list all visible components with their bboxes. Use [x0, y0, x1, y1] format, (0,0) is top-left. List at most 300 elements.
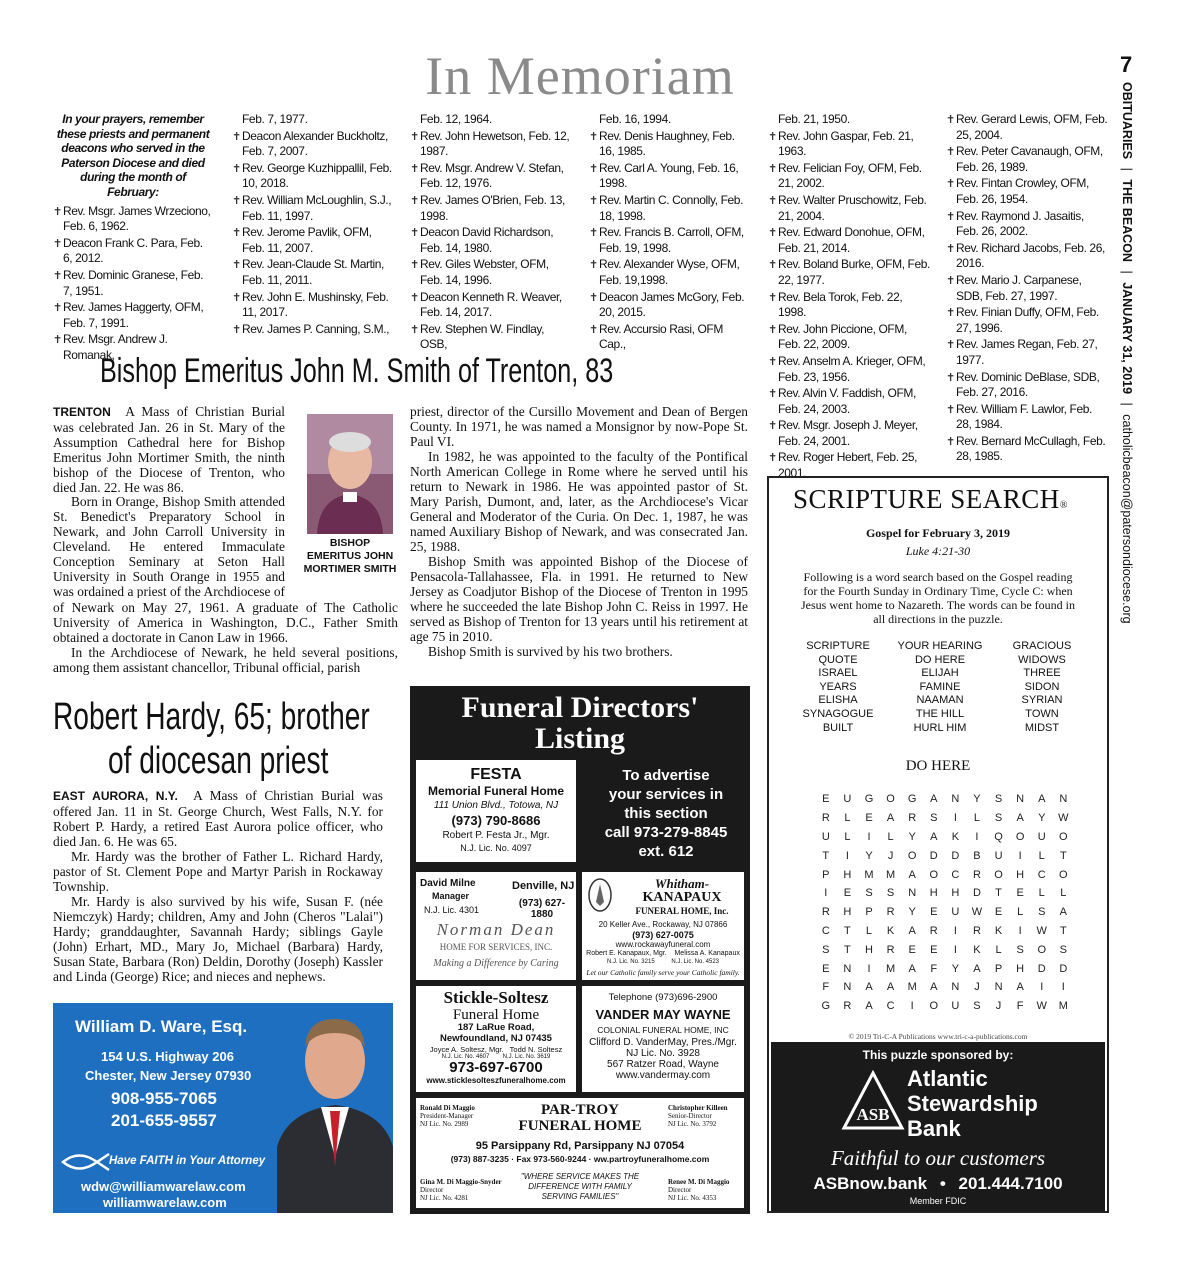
search-word: HURL HIM [913, 721, 967, 734]
cross-icon: ✝ [946, 210, 955, 223]
stickle-soltesz-ad[interactable] [416, 986, 576, 1092]
scripture-search-puzzle [767, 476, 1109, 1213]
director-role: President-Manager [420, 1112, 474, 1120]
advertise-line: your services in [608, 786, 724, 803]
memoriam-entry [946, 209, 1108, 239]
cross-icon: ✝ [768, 162, 777, 175]
memoriam-entry-text: Rev. Denis Haughney, Feb. 16, 1985. [599, 128, 735, 159]
grid-cell: B [973, 849, 981, 862]
grid-cell: U [994, 849, 1003, 862]
partroy-director-3 [420, 1178, 502, 1202]
grid-cell: S [822, 943, 830, 956]
memoriam-entry [232, 161, 394, 191]
grid-cell: L [1038, 849, 1045, 862]
grid-cell: R [972, 868, 981, 881]
grid-cell: O [1015, 830, 1025, 843]
contact-email: catholicbeacon@patersondiocese.org [1120, 414, 1134, 624]
gospel-reference: Luke 4:21-30 [905, 544, 971, 558]
search-word: FAMINE [919, 680, 961, 693]
grid-cell: D [1037, 962, 1046, 975]
memoriam-entry [410, 161, 572, 191]
grid-cell: D [1059, 962, 1068, 975]
grid-cell: M [1058, 1000, 1068, 1013]
memoriam-entry [946, 337, 1108, 367]
grid-cell: A [908, 924, 916, 937]
grid-row [815, 959, 1074, 978]
kanapaux-subtitle: FUNERAL HOME, Inc. [635, 906, 729, 916]
norman-dean-ad[interactable] [416, 872, 576, 980]
memoriam-entry [410, 257, 572, 287]
memoriam-entry-text: Rev. Fintan Crowley, OFM, Feb. 26, 1954. [956, 176, 1089, 206]
grid-cell: R [929, 924, 938, 937]
grid-row [815, 940, 1074, 959]
bank-name [907, 1066, 1038, 1141]
grid-cell: G [864, 793, 874, 806]
cross-icon: ✝ [768, 130, 777, 143]
grid-cell: N [951, 793, 960, 806]
page-number: 7 [1120, 52, 1133, 77]
search-word: ISRAEL [818, 667, 858, 680]
ad-website[interactable]: williamwarelaw.com [103, 1195, 227, 1210]
hardy-para: Mr. Hardy was the brother of Father L. Richard Hardy, pastor of St. Clement Pope and Martyr Parish in Rockaway Township. [53, 849, 383, 894]
director-name: Renee M. Di Maggio [668, 1178, 730, 1186]
memoriam-entry [946, 176, 1108, 206]
bank-tagline: Faithful to our customers [830, 1146, 1046, 1170]
grid-cell: A [930, 830, 938, 843]
kanapaux-people: Robert E. Kanapaux, Mgr. Melissa A. Kanapaux [586, 950, 740, 957]
search-word: SYRIAN [1021, 694, 1063, 707]
listing-title-line2: Listing [534, 722, 626, 755]
kanapaux-address: 20 Keller Ave., Rockaway, NJ 07866 [598, 920, 728, 929]
memoriam-entry [589, 193, 751, 223]
partroy-name-line1: PAR-TROY [540, 1102, 620, 1118]
memoriam-entry [768, 112, 930, 127]
memoriam-entry-text: Rev. John E. Mushinsky, Feb. 11, 2017. [242, 289, 389, 320]
grid-cell: L [887, 830, 894, 843]
grid-cell: D [929, 849, 938, 862]
grid-cell: S [994, 812, 1003, 825]
search-word: TOWN [1025, 707, 1059, 720]
advertise-phone[interactable]: call 973-279-8845 [604, 824, 728, 841]
advertise-notice[interactable] [586, 766, 746, 861]
grid-cell: C [821, 924, 830, 937]
grid-cell: I [1018, 924, 1022, 937]
separator-dot: • [939, 1174, 946, 1193]
grid-row [815, 790, 1074, 809]
registered-mark: ® [1059, 500, 1068, 511]
memoriam-entry [232, 322, 394, 338]
memoriam-entry-text: Rev. Giles Webster, OFM, Feb. 14, 1996. [420, 257, 549, 287]
memoriam-entry-text: Rev. Walter Pruschowitz, Feb. 21, 2004. [778, 192, 927, 223]
grid-cell: S [930, 812, 938, 825]
grid-cell: I [867, 962, 871, 975]
partroy-ad[interactable] [416, 1098, 744, 1208]
puzzle-description: Following is a word search based on the Gospel reading for the Fourth Sunday in Ordinary Time, Cycle C: when Jesus went home to Nazareth. The words can be found in all directions in the puzzle. [800, 570, 1076, 626]
grid-cell: I [953, 812, 957, 825]
ad-email[interactable]: wdw@williamwarelaw.com [81, 1179, 246, 1194]
dean-phone[interactable]: (973) 627-1880 [518, 898, 566, 920]
stickle-website[interactable]: www.sticklesolteszfuneralhome.com [426, 1076, 566, 1085]
memoriam-entry-text: Rev. Richard Jacobs, Feb. 26, 2016. [956, 240, 1105, 271]
cross-icon: ✝ [232, 291, 241, 304]
memoriam-entry [946, 370, 1108, 400]
grid-cell: O [886, 793, 895, 806]
grid-row [815, 978, 1074, 997]
grid-cell: I [910, 1000, 914, 1013]
cross-icon: ✝ [53, 237, 62, 250]
memoriam-entry [589, 129, 751, 159]
grid-cell: O [994, 868, 1003, 881]
memoriam-entry [768, 129, 930, 159]
grid-cell: H [929, 887, 938, 900]
bank-fdic: Member FDIC [909, 1196, 967, 1206]
search-word: YEARS [819, 680, 857, 693]
cross-icon: ✝ [946, 435, 955, 448]
stickle-phone[interactable]: 973-697-6700 [449, 1059, 543, 1076]
grid-cell: H [1016, 868, 1025, 881]
search-word: SYNAGOGUE [802, 707, 874, 720]
dean-person: David Milne [420, 878, 476, 889]
grid-cell: N [843, 962, 852, 975]
grid-cell: S [1016, 943, 1024, 956]
cross-icon: ✝ [768, 420, 777, 433]
grid-cell: U [951, 1000, 960, 1013]
memoriam-entry-text: Rev. Msgr. James Wrzeciono, Feb. 6, 1962. [63, 203, 211, 234]
stickle-people: Joyce A. Soltesz, Mgr. Todd N. Soltesz [429, 1045, 563, 1054]
memoriam-entry-text: Feb. 12, 1964. [420, 112, 492, 126]
memoriam-column-2 [232, 112, 394, 339]
memoriam-entry-text: Rev. George Kuzhippallil, Feb. 10, 2018. [242, 160, 392, 191]
festa-ad[interactable] [416, 760, 576, 862]
advertise-line: this section [624, 805, 708, 822]
kanapaux-website[interactable]: www.rockawayfuneral.com [615, 940, 711, 949]
memoriam-entry-text: Rev. Msgr. Joseph J. Meyer, Feb. 24, 2001. [778, 418, 918, 448]
memoriam-entry-text: Rev. Anselm A. Krieger, OFM, Feb. 23, 1956. [778, 353, 926, 384]
vandermay-address: 567 Ratzer Road, Wayne [607, 1059, 719, 1070]
search-word: BUILT [822, 721, 854, 734]
director-role: Senior-Director [668, 1112, 712, 1120]
memoriam-entry-text: Rev. James Regan, Feb. 27, 1977. [956, 337, 1098, 367]
festa-license: N.J. Lic. No. 4097 [460, 843, 532, 853]
grid-cell: O [1059, 868, 1068, 881]
memoriam-intro: In your prayers, remember these priests and permanent deacons who served in the Paterson Diocese and died during the month of February: [56, 112, 210, 199]
memoriam-entry-text: Feb. 16, 1994. [599, 112, 671, 126]
cross-icon: ✝ [946, 403, 955, 416]
grid-cell: L [973, 812, 981, 825]
vandermay-website[interactable]: www.vandermay.com [615, 1070, 711, 1081]
memoriam-entry [410, 290, 572, 320]
grid-cell: N [843, 981, 852, 994]
director-license: NJ Lic. No. 4353 [668, 1194, 717, 1202]
grid-cell: G [907, 793, 917, 806]
memoriam-entry-text: Deacon Kenneth R. Weaver, Feb. 14, 2017. [420, 289, 562, 320]
bank-phone[interactable]: 201.444.7100 [958, 1174, 1063, 1193]
director-license: NJ Lic. No. 3792 [668, 1120, 717, 1128]
listing-title [410, 692, 750, 754]
grid-cell: R [821, 906, 830, 919]
memoriam-entry-text: Rev. Peter Cavanaugh, OFM, Feb. 26, 1989. [956, 144, 1103, 174]
cross-icon: ✝ [946, 307, 955, 320]
vandermay-person: Clifford D. VanderMay, Pres./Mgr. [589, 1037, 737, 1048]
grid-cell: U [951, 906, 960, 919]
cross-icon: ✝ [768, 227, 777, 240]
memoriam-entry [768, 257, 930, 287]
memoriam-entry [53, 300, 213, 330]
grid-cell: L [1017, 906, 1024, 919]
memoriam-entry-text: Rev. John Hewetson, Feb. 12, 1987. [420, 128, 570, 159]
grid-cell: I [845, 849, 849, 862]
grid-cell: I [824, 887, 828, 900]
portrait-image [307, 414, 393, 534]
vandermay-ad[interactable] [582, 986, 744, 1092]
memoriam-entry [589, 112, 751, 127]
grid-cell: I [1040, 981, 1044, 994]
festa-phone[interactable]: (973) 790-8686 [451, 813, 541, 828]
grid-cell: D [951, 849, 960, 862]
grid-cell: W [1036, 1000, 1047, 1013]
cross-icon: ✝ [232, 130, 241, 143]
separator: | [1120, 402, 1134, 406]
hardy-dateline: EAST AURORA, N.Y. [53, 789, 178, 803]
issue-date: JANUARY 31, 2019 [1120, 282, 1134, 395]
grid-cell: C [886, 1000, 895, 1013]
grid-cell: U [1037, 830, 1046, 843]
dean-town: Denville, NJ [512, 880, 575, 892]
grid-cell: N [908, 887, 917, 900]
partroy-director-4 [668, 1178, 729, 1202]
grid-cell: S [886, 887, 895, 900]
grid-cell: L [1060, 887, 1067, 900]
puzzle-grid-title: DO HERE [905, 758, 971, 774]
memoriam-entry [589, 161, 751, 191]
grid-cell: W [971, 906, 983, 919]
grid-cell: A [1059, 906, 1067, 919]
bank-sponsor-ad[interactable] [771, 1042, 1105, 1211]
memoriam-entry [53, 204, 213, 234]
grid-cell: Y [973, 793, 981, 806]
ad-address-line2: Chester, New Jersey 07930 [85, 1068, 252, 1083]
grid-cell: R [821, 812, 830, 825]
separator: | [1120, 167, 1134, 171]
grid-cell: R [886, 943, 895, 956]
memoriam-entry-text: Rev. James O'Brien, Feb. 13, 1998. [420, 192, 565, 223]
page-title: In Memoriam [425, 46, 735, 106]
puzzle-copyright: © 2019 Tri-C-A Publications www.tri-c-a-publications.com [848, 1032, 1028, 1041]
cross-icon: ✝ [768, 323, 777, 336]
festa-subtitle: Memorial Funeral Home [427, 784, 565, 798]
memoriam-entry [768, 386, 930, 416]
memoriam-entry [589, 225, 751, 255]
grid-cell: T [1059, 924, 1067, 937]
ad-phone-1[interactable]: 908-955-7065 [111, 1089, 217, 1108]
memoriam-entry-text: Feb. 21, 1950. [778, 112, 850, 126]
kanapaux-ad[interactable] [582, 872, 744, 980]
grid-cell: E [930, 943, 938, 956]
bank-website[interactable]: ASBnow.bank [813, 1174, 928, 1193]
hardy-headline-line2: of diocesan priest [108, 740, 329, 782]
grid-cell: O [929, 1000, 939, 1013]
memoriam-entry-text: Rev. Msgr. Andrew V. Stefan, Feb. 12, 1976. [420, 160, 564, 191]
ware-law-ad[interactable] [53, 1003, 393, 1213]
vandermay-name: VANDER MAY WAYNE [595, 1007, 731, 1022]
smith-article-col1-bottom [53, 600, 398, 675]
memoriam-entry-text: Rev. Bernard McCullagh, Feb. 28, 1985. [956, 433, 1106, 464]
grid-row [815, 809, 1074, 828]
grid-cell: A [886, 812, 895, 825]
grid-cell: P [822, 868, 830, 881]
memoriam-entry-text: Rev. Alexander Wyse, OFM, Feb. 19,1998. [599, 257, 740, 287]
search-word: ELIJAH [921, 667, 959, 680]
partroy-name-line2: FUNERAL HOME [518, 1118, 642, 1134]
attorney-photo [277, 1007, 393, 1213]
director-license: NJ Lic. No. 4281 [420, 1194, 469, 1202]
memoriam-entry [232, 129, 394, 159]
grid-cell: R [843, 1000, 852, 1013]
grid-cell: A [1016, 812, 1024, 825]
ad-tagline: Have FAITH in Your Attorney [109, 1155, 266, 1167]
grid-cell: Q [994, 830, 1003, 843]
smith-para: of Newark on May 27, 1961. A graduate of The Catholic University of America in Washington, D.C., Father Smith obtained a doctorate in Canon Law in 1966. [53, 600, 398, 645]
memoriam-entry-text: Rev. Bela Torok, Feb. 22, 1998. [778, 289, 903, 320]
search-word: ELISHA [818, 694, 858, 707]
listing-title-line1: Funeral Directors' [461, 691, 699, 724]
memoriam-entry [946, 144, 1108, 174]
grid-row [815, 828, 1074, 847]
memoriam-column-4 [589, 112, 751, 354]
grid-cell: M [864, 868, 874, 881]
smith-article-col1-top [53, 404, 285, 495]
smith-para: Born in Orange, Bishop Smith attended St. Benedict's Preparatory School in Newark, and John Carroll University in Cleveland. He entered Immaculate Conception Seminary at Seton Hall University in South Orange in 1955 and was ordained a priest of the Archdiocese of [53, 494, 285, 598]
grid-cell: U [821, 830, 830, 843]
search-word: THE HILL [915, 707, 965, 720]
grid-cell: A [930, 793, 938, 806]
partroy-address: 95 Parsippany Rd, Parsippany NJ 07054 [475, 1140, 685, 1152]
director-role: Director [420, 1186, 444, 1194]
cross-icon: ✝ [768, 291, 777, 304]
vandermay-telephone[interactable]: Telephone (973)696-2900 [608, 992, 718, 1003]
grid-cell: A [973, 962, 981, 975]
stickle-licenses: N.J. Lic. No. 4607 N.J. Lic. No. 3619 [441, 1054, 551, 1060]
grid-cell: E [822, 962, 830, 975]
grid-cell: W [1036, 924, 1047, 937]
sidebar-banner [1112, 82, 1152, 682]
cross-icon: ✝ [946, 274, 955, 287]
partroy-quote: "WHERE SERVICE MAKES THE DIFFERENCE WITH FAMILY SERVING FAMILIES" [520, 1172, 640, 1201]
grid-cell: Y [1038, 812, 1046, 825]
puzzle-title-text: SCRIPTURE SEARCH [793, 484, 1060, 514]
dean-subtitle: HOME FOR SERVICES, INC. [439, 942, 553, 952]
stickle-address-2: Newfoundland, NJ 07435 [440, 1033, 552, 1044]
grid-cell: J [887, 849, 894, 862]
cross-icon: ✝ [589, 130, 598, 143]
kanapaux-licenses: N.J. Lic. No. 3215 N.J. Lic. No. 4523 [606, 959, 720, 965]
memoriam-entry-text: Deacon Alexander Buckholtz, Feb. 7, 2007. [242, 128, 388, 159]
grid-cell: E [994, 906, 1003, 919]
smith-headline: Bishop Emeritus John M. Smith of Trenton, 83 [100, 352, 614, 390]
memoriam-entry-text: Rev. Boland Burke, OFM, Feb. 22, 1977. [778, 257, 930, 287]
smith-para: Bishop Smith is survived by his two brothers. [428, 644, 673, 659]
grid-cell: W [1058, 812, 1069, 825]
grid-cell: O [1059, 830, 1068, 843]
grid-cell: T [844, 943, 851, 956]
advertise-extension: ext. 612 [638, 843, 694, 860]
stickle-address-1: 187 LaRue Road, [457, 1022, 535, 1033]
smith-dateline: TRENTON [53, 405, 111, 419]
kanapaux-phone[interactable]: (973) 627-0075 [632, 930, 694, 940]
cross-icon: ✝ [946, 242, 955, 255]
director-name: Ronald Di Maggio [420, 1104, 475, 1112]
grid-cell: I [1061, 981, 1065, 994]
cross-icon: ✝ [946, 114, 955, 126]
grid-cell: A [1016, 981, 1024, 994]
memoriam-entry-text: Rev. John Piccione, OFM, Feb. 22, 2009. [778, 321, 907, 352]
memoriam-entry-text: Rev. Finian Duffy, OFM, Feb. 27, 1996. [956, 305, 1099, 335]
cross-icon: ✝ [410, 194, 419, 207]
cross-icon: ✝ [410, 323, 419, 336]
grid-cell: H [843, 868, 852, 881]
cross-icon: ✝ [768, 452, 777, 465]
memoriam-entry [232, 257, 394, 287]
cross-icon: ✝ [232, 323, 241, 336]
grid-cell: P [994, 962, 1003, 975]
grid-cell: T [995, 887, 1002, 900]
grid-cell: E [908, 943, 916, 956]
grid-cell: L [844, 830, 851, 843]
director-license: NJ Lic. No. 2989 [420, 1120, 469, 1128]
memoriam-entry-text: Rev. Dominic DeBlase, SDB, Feb. 27, 2016. [956, 369, 1100, 400]
grid-cell: A [865, 981, 873, 994]
grid-cell: M [907, 981, 917, 994]
grid-cell: A [886, 981, 895, 994]
grid-cell: K [951, 830, 960, 843]
memoriam-entry-text: Rev. Edward Donohue, OFM, Feb. 21, 2014. [778, 225, 925, 255]
grid-cell: S [1059, 943, 1067, 956]
memoriam-entry [768, 193, 930, 223]
smith-para: priest, director of the Cursillo Movement and Dean of Bergen County. In 1971, he was named a Monsignor by now-Pope St. Paul VI. [410, 404, 748, 449]
memoriam-entry [232, 193, 394, 223]
grid-cell: D [972, 887, 981, 900]
memoriam-entry [768, 322, 930, 352]
grid-cell: P [865, 906, 873, 919]
cross-icon: ✝ [946, 371, 955, 384]
kanapaux-tagline: Let our Catholic family serve your Catholic family. [586, 968, 740, 977]
memoriam-entry [589, 290, 751, 320]
bank-logo-text: ASB [856, 1105, 890, 1124]
grid-cell: L [844, 812, 851, 825]
partroy-contact[interactable]: (973) 887-3235 · Fax 973-560-9244 · ww.partroyfuneralhome.com [450, 1154, 710, 1164]
grid-cell: S [1038, 906, 1046, 919]
grid-cell: R [886, 906, 895, 919]
grid-cell: L [1038, 887, 1045, 900]
grid-cell: H [1016, 962, 1025, 975]
grid-cell: R [972, 924, 981, 937]
memoriam-column-1 [53, 112, 213, 365]
search-word: GRACIOUS [1012, 640, 1072, 652]
grid-cell: Y [865, 849, 873, 862]
cross-icon: ✝ [410, 130, 419, 143]
grid-row [815, 922, 1074, 941]
memoriam-entry-text: Rev. Raymond J. Jasaitis, Feb. 26, 2002. [956, 208, 1084, 239]
memoriam-entry [946, 434, 1108, 464]
kanapaux-name-2: KANAPAUX [642, 890, 722, 905]
ad-phone-2[interactable]: 201-655-9557 [111, 1111, 217, 1130]
grid-cell: S [865, 887, 873, 900]
memoriam-entry-text: Rev. Msgr. Andrew J. Romanak, [63, 332, 168, 362]
memoriam-entry [768, 418, 930, 448]
cross-icon: ✝ [589, 323, 598, 336]
cross-icon: ✝ [410, 259, 419, 272]
grid-cell: F [930, 962, 938, 975]
